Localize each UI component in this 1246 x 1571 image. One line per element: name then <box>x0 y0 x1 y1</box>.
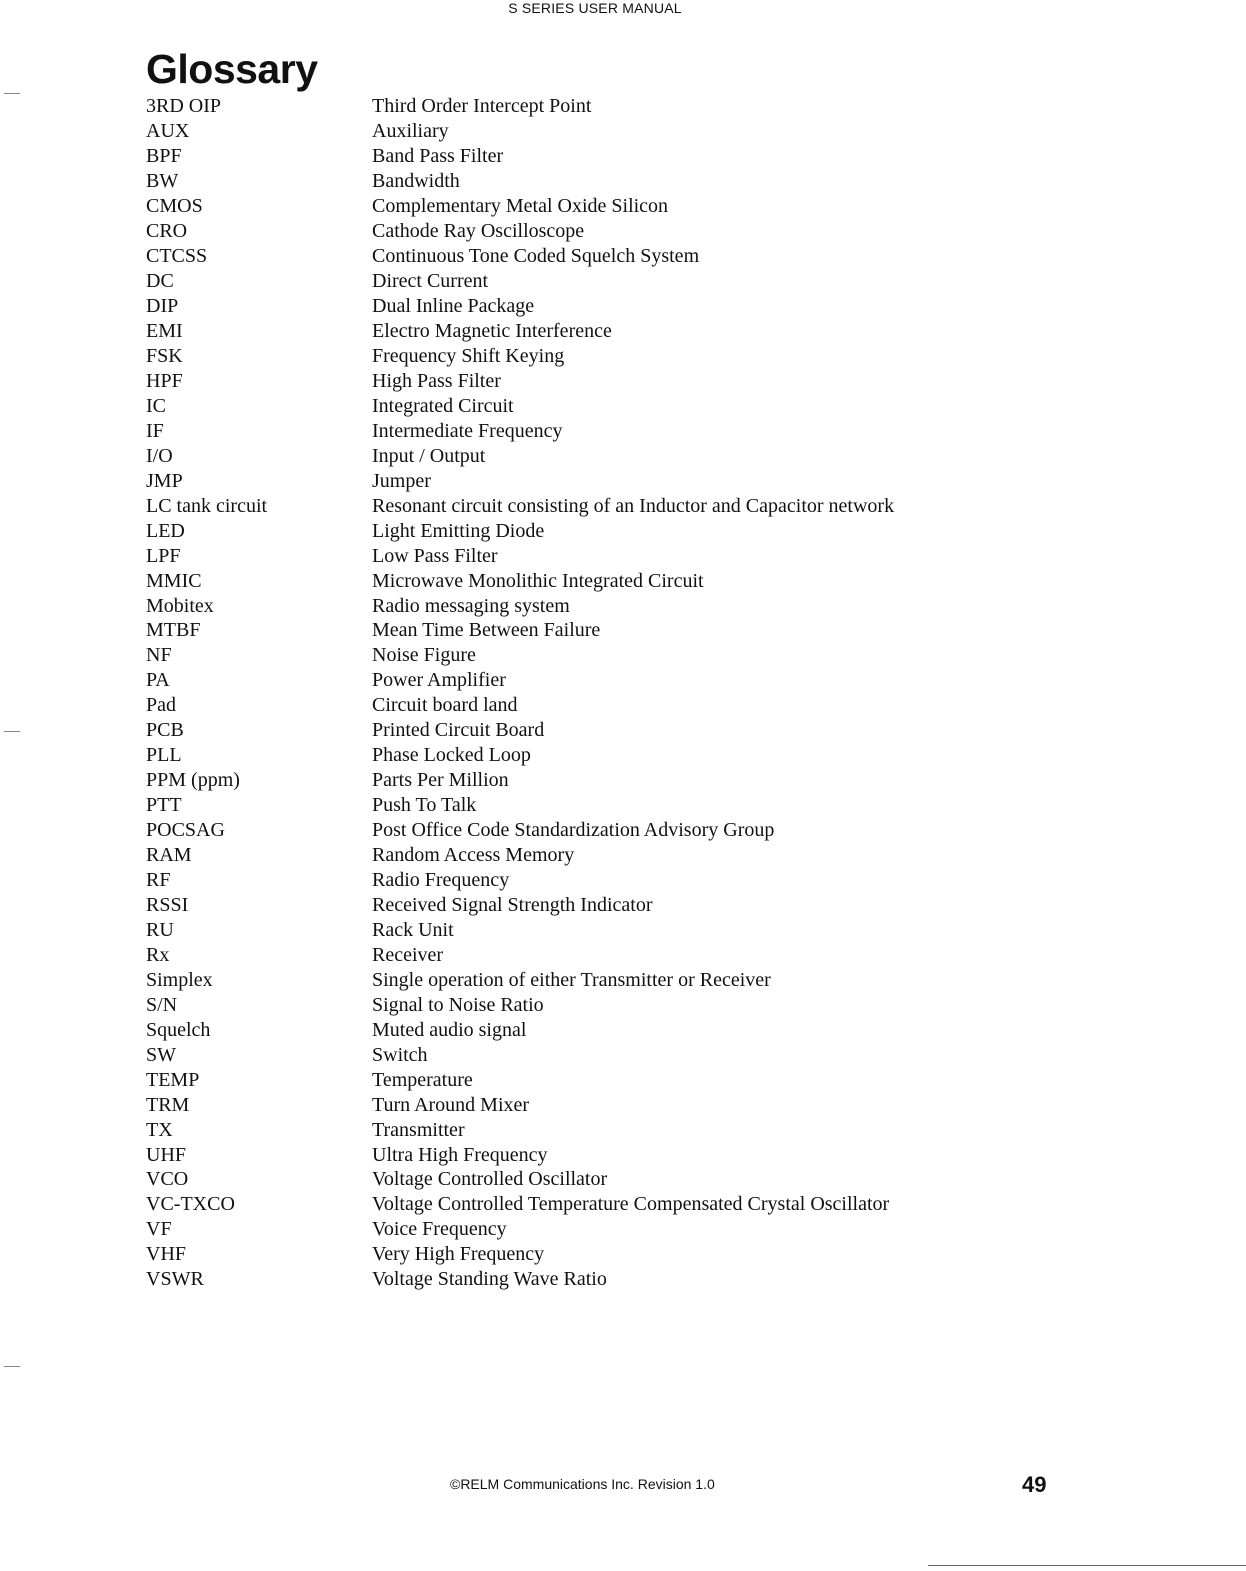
glossary-term: VHF <box>146 1243 187 1266</box>
glossary-entry <box>146 319 966 344</box>
glossary-term: S/N <box>146 993 178 1016</box>
glossary-entry <box>146 1167 966 1192</box>
glossary-definition: Low Pass Filter <box>372 544 498 567</box>
glossary-term: PA <box>146 669 170 692</box>
glossary-term: CTCSS <box>146 245 208 268</box>
glossary-term: CMOS <box>146 195 203 218</box>
glossary-definition: Radio Frequency <box>372 869 510 892</box>
glossary-definition: Muted audio signal <box>372 1018 527 1041</box>
glossary-term: RF <box>146 869 171 892</box>
glossary-definition: Temperature <box>372 1068 473 1091</box>
glossary-definition: Post Office Code Standardization Advisory Group <box>372 819 775 842</box>
glossary-entry <box>146 169 966 194</box>
glossary-definition: Continuous Tone Coded Squelch System <box>372 245 700 268</box>
glossary-entry <box>146 418 966 443</box>
glossary-term: TRM <box>146 1093 190 1116</box>
glossary-definition: Frequency Shift Keying <box>372 345 565 367</box>
glossary-entry <box>146 693 966 718</box>
glossary-entry <box>146 244 966 269</box>
glossary-definition: Input / Output <box>372 444 486 467</box>
glossary-definition: Rack Unit <box>372 918 454 941</box>
glossary-definition: Third Order Intercept Point <box>372 95 592 118</box>
glossary-entry <box>146 393 966 418</box>
glossary-term: IF <box>146 419 164 442</box>
glossary-entry <box>146 1192 966 1217</box>
glossary-term: MMIC <box>146 569 202 592</box>
glossary-entry <box>146 793 966 818</box>
glossary-definition: Direct Current <box>372 270 489 293</box>
page-number: 49 <box>1022 1472 1047 1497</box>
glossary-entry <box>146 843 966 868</box>
glossary-entry <box>146 1067 966 1092</box>
glossary-entry <box>146 144 966 169</box>
glossary-term: VF <box>146 1218 172 1241</box>
glossary-definition: Band Pass Filter <box>372 145 504 168</box>
glossary-entry <box>146 1242 966 1267</box>
glossary-term: EMI <box>146 320 183 343</box>
glossary-definition: Intermediate Frequency <box>372 419 563 442</box>
glossary-entry <box>146 718 966 743</box>
glossary-entry <box>146 568 966 593</box>
glossary-definition: Cathode Ray Oscilloscope <box>372 220 585 243</box>
glossary-entry <box>146 443 966 468</box>
footer-credit: ©RELM Communications Inc. Revision 1.0 <box>450 1476 715 1492</box>
glossary-entry <box>146 868 966 893</box>
glossary-entry <box>146 942 966 967</box>
glossary-definition: Voltage Standing Wave Ratio <box>372 1268 607 1291</box>
glossary-term: LPF <box>146 544 181 567</box>
glossary-term: BW <box>146 170 179 193</box>
glossary-term: FSK <box>146 345 183 367</box>
glossary-term: PLL <box>146 744 182 767</box>
glossary-entry <box>146 768 966 793</box>
glossary-term: PTT <box>146 794 182 817</box>
glossary-list <box>146 94 966 1292</box>
glossary-entry <box>146 818 966 843</box>
glossary-entry <box>146 294 966 319</box>
glossary-term: I/O <box>146 444 173 467</box>
running-header: S SERIES USER MANUAL <box>508 0 682 16</box>
glossary-term: NF <box>146 644 172 667</box>
glossary-definition: Voltage Controlled Oscillator <box>372 1168 608 1191</box>
glossary-entry <box>146 967 966 992</box>
glossary-entry <box>146 1042 966 1067</box>
glossary-term: 3RD OIP <box>146 95 222 118</box>
glossary-definition: Integrated Circuit <box>372 394 514 417</box>
glossary-term: BPF <box>146 145 182 168</box>
glossary-term: VSWR <box>146 1268 204 1291</box>
glossary-term: PPM (ppm) <box>146 769 240 792</box>
glossary-entry <box>146 368 966 393</box>
glossary-definition: Microwave Monolithic Integrated Circuit <box>372 569 704 592</box>
glossary-term: Simplex <box>146 968 213 991</box>
glossary-definition: Resonant circuit consisting of an Inductor and Capacitor network <box>372 494 895 517</box>
glossary-term: Mobitex <box>146 594 214 617</box>
glossary-definition: Electro Magnetic Interference <box>372 320 612 343</box>
glossary-entry <box>146 493 966 518</box>
glossary-term: JMP <box>146 469 183 492</box>
glossary-term: POCSAG <box>146 819 225 842</box>
glossary-definition: Transmitter <box>372 1118 465 1141</box>
glossary-entry <box>146 593 966 618</box>
glossary-entry <box>146 219 966 244</box>
glossary-definition: Received Signal Strength Indicator <box>372 893 653 916</box>
glossary-entry <box>146 1017 966 1042</box>
glossary-definition: Switch <box>372 1043 428 1066</box>
glossary-definition: Voice Frequency <box>372 1218 507 1241</box>
glossary-term: IC <box>146 394 166 417</box>
glossary-entry <box>146 1142 966 1167</box>
glossary-term: DC <box>146 270 174 293</box>
glossary-entry <box>146 1267 966 1292</box>
glossary-definition: Radio messaging system <box>372 594 570 617</box>
bottom-rule <box>928 1565 1246 1566</box>
glossary-term: HPF <box>146 369 183 392</box>
glossary-term: MTBF <box>146 619 201 642</box>
glossary-definition: Printed Circuit Board <box>372 719 545 742</box>
glossary-entry <box>146 992 966 1017</box>
scan-margin-mark <box>4 1366 20 1367</box>
glossary-definition: Light Emitting Diode <box>372 519 545 542</box>
glossary-entry <box>146 468 966 493</box>
glossary-entry <box>146 94 966 119</box>
page-title: Glossary <box>146 46 318 92</box>
glossary-term: Pad <box>146 694 176 717</box>
glossary-term: SW <box>146 1043 176 1066</box>
glossary-definition: Dual Inline Package <box>372 295 535 318</box>
glossary-term: VC-TXCO <box>146 1193 235 1216</box>
glossary-definition: Noise Figure <box>372 644 476 667</box>
glossary-entry <box>146 618 966 643</box>
glossary-term: LC tank circuit <box>146 494 268 517</box>
glossary-definition: Auxiliary <box>372 120 449 143</box>
glossary-definition: Voltage Controlled Temperature Compensated Crystal Oscillator <box>372 1193 890 1216</box>
glossary-definition: Very High Frequency <box>372 1243 545 1266</box>
glossary-definition: Single operation of either Transmitter or Receiver <box>372 968 771 991</box>
glossary-entry <box>146 194 966 219</box>
glossary-term: RAM <box>146 844 192 867</box>
glossary-term: PCB <box>146 719 184 742</box>
glossary-term: Rx <box>146 943 170 966</box>
scan-margin-mark <box>4 731 20 732</box>
glossary-entry <box>146 1217 966 1242</box>
glossary-term: LED <box>146 519 185 542</box>
glossary-entry <box>146 1092 966 1117</box>
glossary-entry <box>146 668 966 693</box>
glossary-definition: Power Amplifier <box>372 669 506 692</box>
glossary-definition: Ultra High Frequency <box>372 1143 548 1166</box>
glossary-definition: Phase Locked Loop <box>372 744 531 767</box>
glossary-definition: Push To Talk <box>372 794 477 817</box>
glossary-entry <box>146 344 966 369</box>
glossary-term: TX <box>146 1118 173 1141</box>
glossary-term: Squelch <box>146 1018 211 1041</box>
glossary-entry <box>146 543 966 568</box>
glossary-definition: Complementary Metal Oxide Silicon <box>372 195 669 218</box>
glossary-term: RU <box>146 918 174 941</box>
glossary-term: AUX <box>146 120 190 143</box>
glossary-entry <box>146 743 966 768</box>
glossary-entry <box>146 917 966 942</box>
glossary-definition: Jumper <box>372 469 431 492</box>
glossary-term: RSSI <box>146 893 189 916</box>
glossary-definition: Random Access Memory <box>372 844 575 867</box>
glossary-term: DIP <box>146 295 179 318</box>
glossary-entry <box>146 893 966 918</box>
glossary-entry <box>146 643 966 668</box>
glossary-term: CRO <box>146 220 188 243</box>
glossary-definition: Receiver <box>372 943 444 966</box>
glossary-definition: Parts Per Million <box>372 769 509 792</box>
glossary-entry <box>146 518 966 543</box>
glossary-definition: Turn Around Mixer <box>372 1093 530 1116</box>
glossary-definition: High Pass Filter <box>372 369 501 392</box>
glossary-term: VCO <box>146 1168 189 1191</box>
glossary-entry <box>146 1117 966 1142</box>
glossary-definition: Bandwidth <box>372 170 460 193</box>
glossary-term: UHF <box>146 1143 187 1166</box>
scan-margin-mark <box>4 93 20 94</box>
glossary-entry <box>146 269 966 294</box>
glossary-entry <box>146 119 966 144</box>
glossary-definition: Circuit board land <box>372 694 518 717</box>
glossary-term: TEMP <box>146 1068 200 1091</box>
glossary-definition: Signal to Noise Ratio <box>372 993 544 1016</box>
glossary-definition: Mean Time Between Failure <box>372 619 601 642</box>
